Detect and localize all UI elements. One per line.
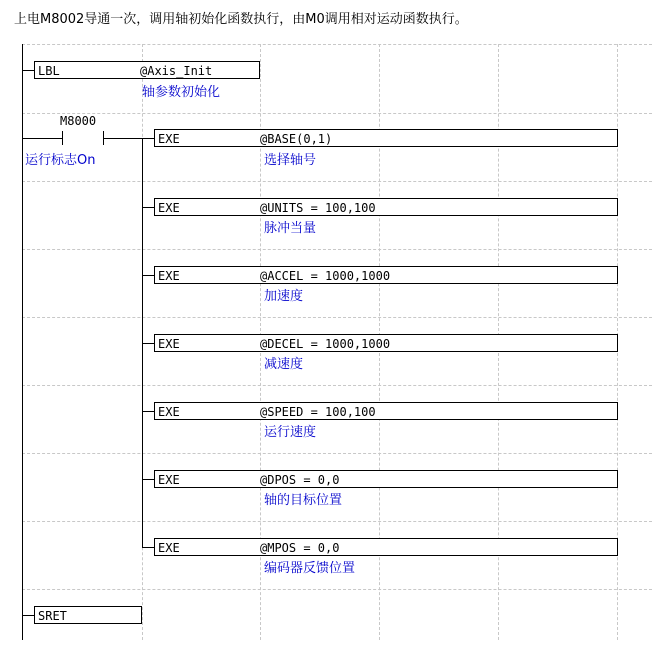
exe-keyword: EXE	[158, 132, 180, 146]
rung-wire	[103, 138, 142, 139]
exe-block-base[interactable]	[154, 129, 618, 147]
contact-address: M8000	[60, 114, 97, 128]
exe-block-decel[interactable]	[154, 334, 618, 352]
exe-comment: 加速度	[264, 289, 304, 304]
exe-instruction: @SPEED = 100,100	[260, 405, 376, 419]
exe-keyword: EXE	[158, 405, 180, 419]
grid-line	[22, 317, 652, 318]
grid-line	[22, 44, 652, 45]
rung-wire	[142, 411, 154, 412]
exe-block-units[interactable]	[154, 198, 618, 216]
exe-block-dpos[interactable]	[154, 470, 618, 488]
rung-wire	[22, 70, 34, 71]
rung-wire	[22, 615, 34, 616]
contact-left-bar	[62, 131, 63, 145]
grid-line	[22, 385, 652, 386]
rung-wire	[142, 547, 154, 548]
exe-comment: 脉冲当量	[264, 221, 317, 236]
exe-comment: 编码器反馈位置	[264, 561, 356, 576]
lbl-keyword: LBL	[38, 64, 60, 78]
rung-wire	[142, 343, 154, 344]
exe-block-accel[interactable]	[154, 266, 618, 284]
grid-line	[22, 181, 652, 182]
description-header: 上电M8002导通一次，调用轴初始化函数执行，由M0调用相对运动函数执行。	[14, 12, 468, 27]
exe-instruction: @DECEL = 1000,1000	[260, 337, 391, 351]
exe-keyword: EXE	[158, 269, 180, 283]
exe-instruction: @ACCEL = 1000,1000	[260, 269, 391, 283]
rung-wire	[142, 479, 154, 480]
rung-wire	[142, 275, 154, 276]
exe-comment: 运行速度	[264, 425, 317, 440]
exe-comment: 轴的目标位置	[264, 493, 343, 508]
left-power-rail	[22, 44, 23, 640]
rung-wire	[142, 207, 154, 208]
exe-comment: 减速度	[264, 357, 304, 372]
grid-line	[22, 521, 652, 522]
grid-line	[22, 249, 652, 250]
exe-instruction: @MPOS = 0,0	[260, 541, 340, 555]
exe-instruction: @DPOS = 0,0	[260, 473, 340, 487]
grid-line	[22, 453, 652, 454]
grid-line	[22, 113, 652, 114]
exe-keyword: EXE	[158, 201, 180, 215]
grid-line	[22, 589, 652, 590]
rung-wire	[142, 138, 154, 139]
exe-keyword: EXE	[158, 541, 180, 555]
exe-instruction: @BASE(0,1)	[260, 132, 333, 146]
lbl-block[interactable]	[34, 61, 260, 79]
lbl-name: @Axis_Init	[140, 64, 213, 78]
exe-keyword: EXE	[158, 473, 180, 487]
lbl-comment: 轴参数初始化	[142, 85, 221, 100]
exe-block-speed[interactable]	[154, 402, 618, 420]
exe-block-mpos[interactable]	[154, 538, 618, 556]
sret-block[interactable]	[34, 606, 142, 624]
exe-instruction: @UNITS = 100,100	[260, 201, 376, 215]
rung-wire	[22, 138, 62, 139]
sret-keyword: SRET	[38, 609, 67, 623]
exe-comment: 选择轴号	[264, 153, 317, 168]
exe-keyword: EXE	[158, 337, 180, 351]
contact-comment: 运行标志On	[25, 153, 96, 168]
